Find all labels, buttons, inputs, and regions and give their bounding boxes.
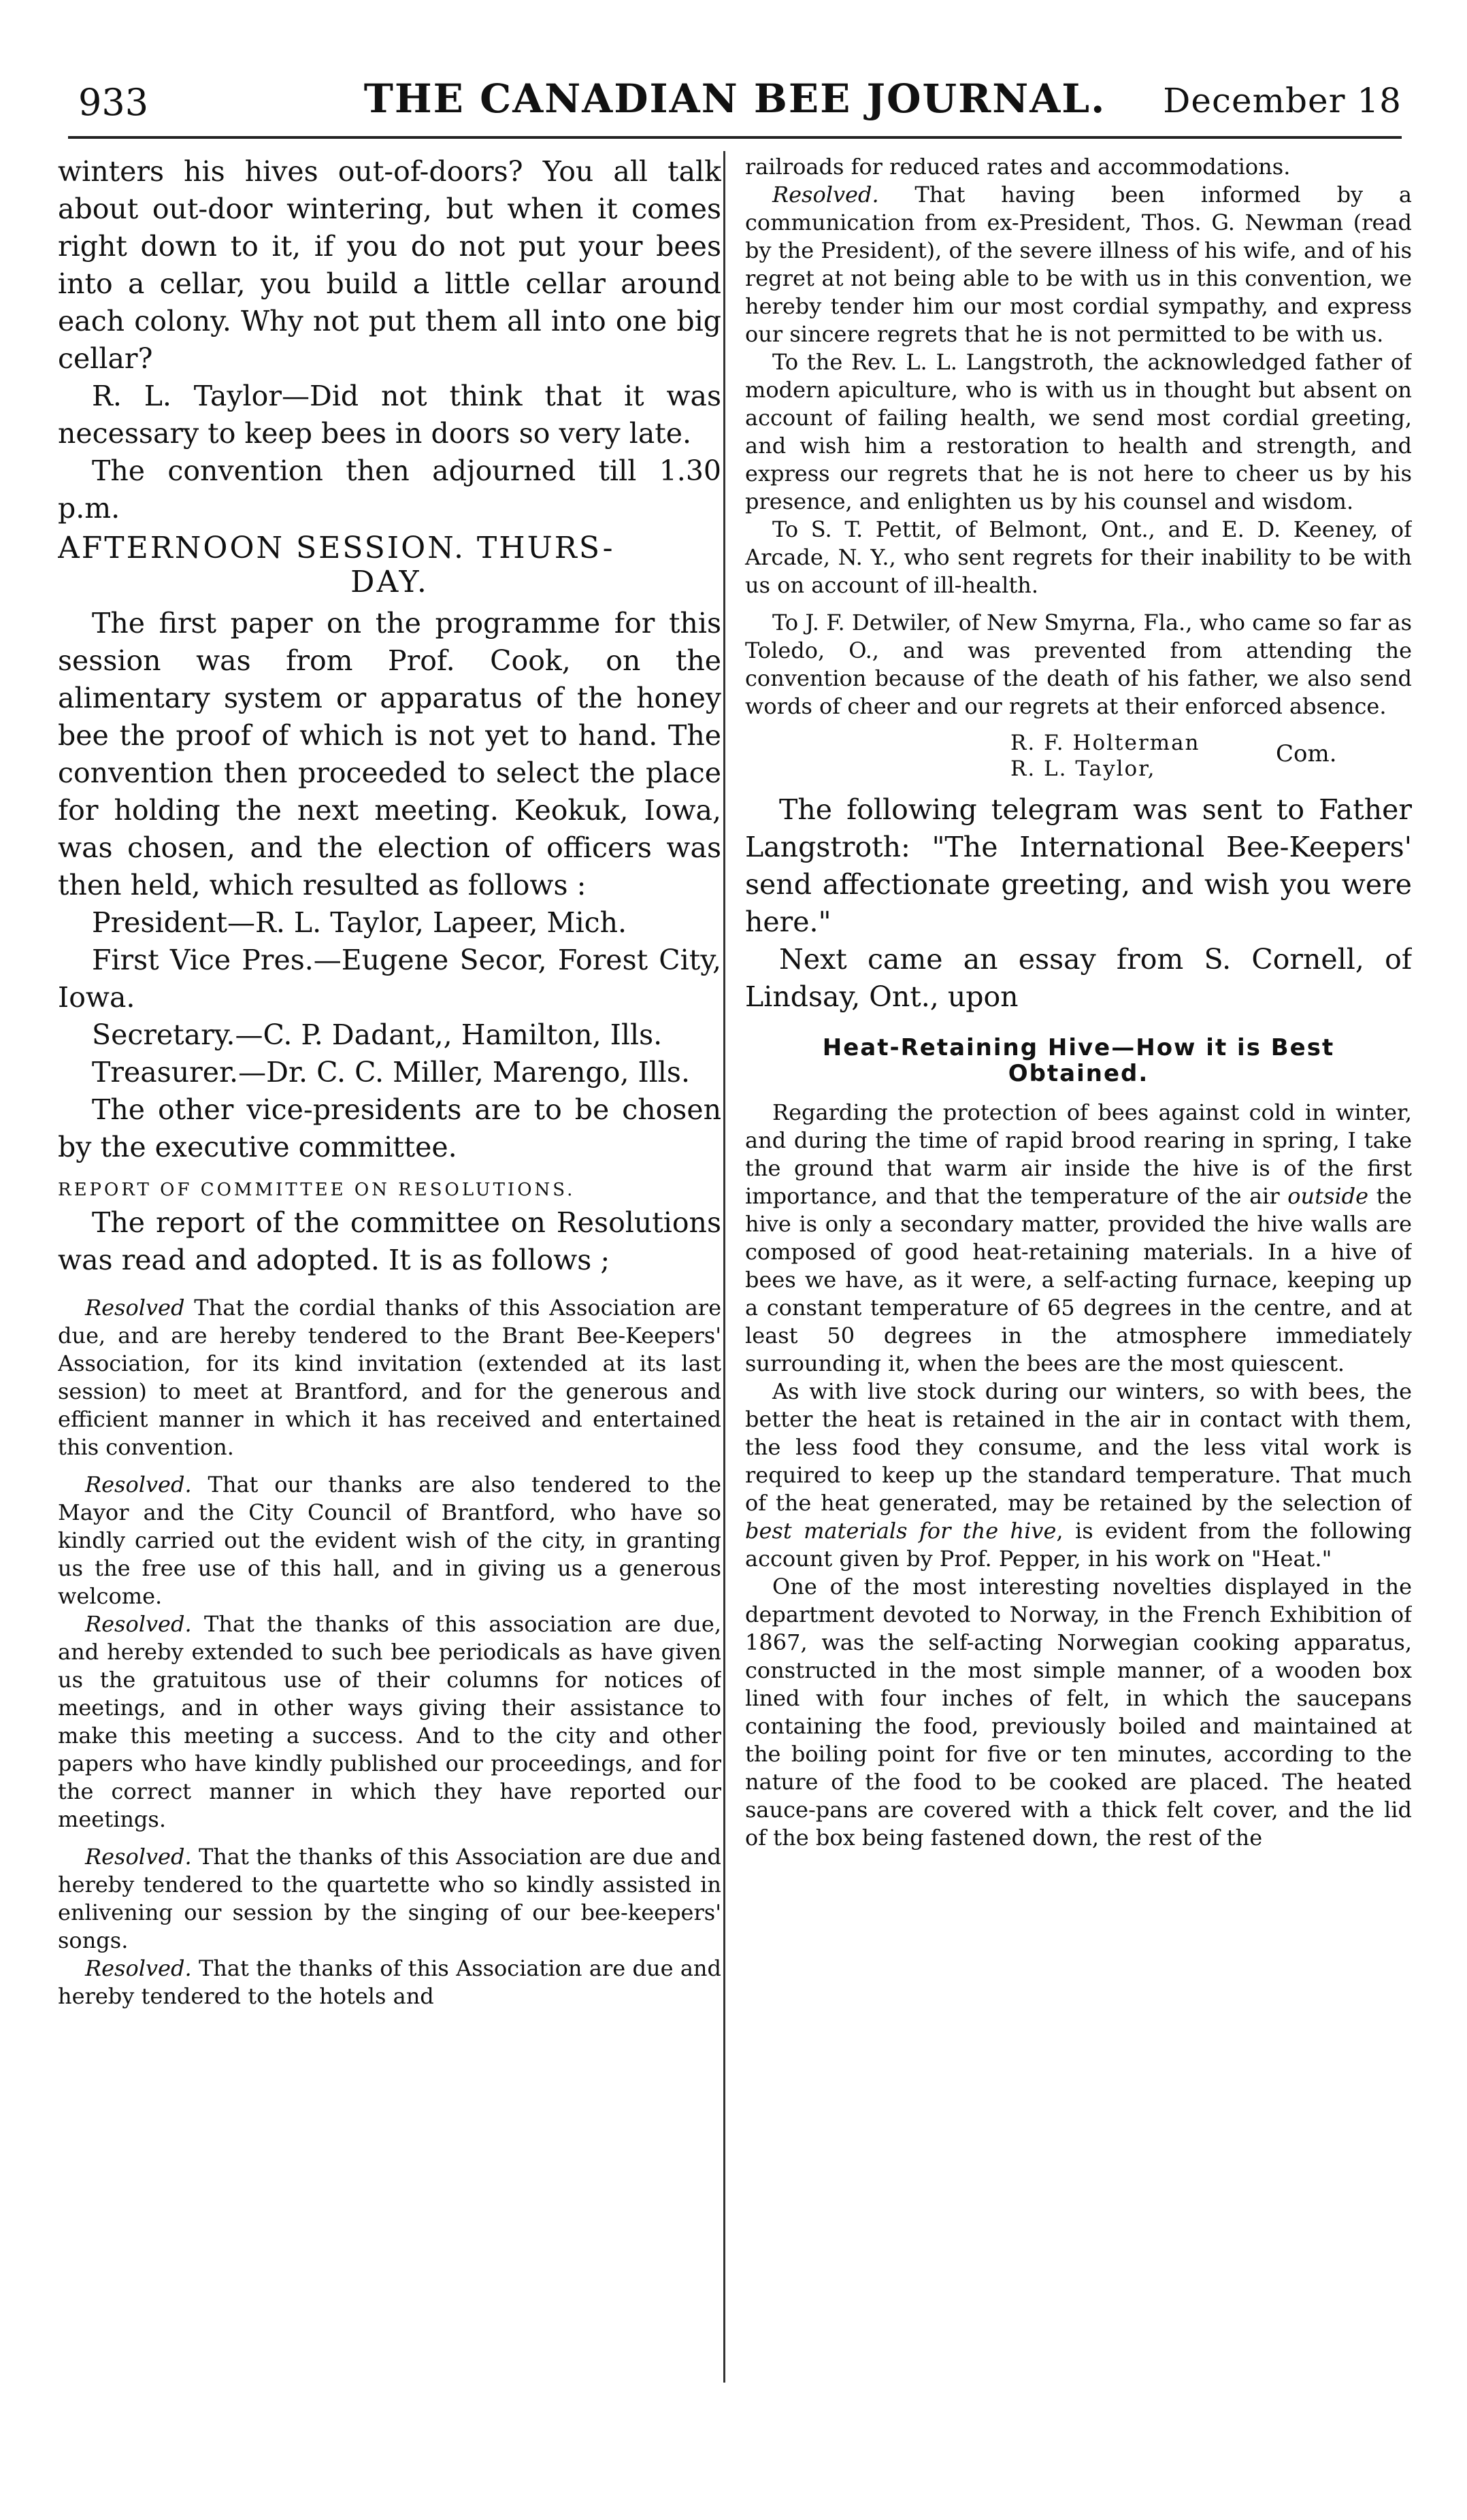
resolution-text: That the thanks of this association are due, and hereby extended to such bee periodicals as have given us the gratuitous use of their columns for notices of meetings, and in other ways giving their assistance to make this meeting a success. And to the city and other papers who have kindly published our proceedings, and for the correct manner in which they have reported our meetings.	[58, 1611, 721, 1832]
resolution	[58, 1843, 721, 1955]
paragraph: One of the most interesting novelties displayed in the department devoted to Norway, in the French Exhibition of 1867, was the self-acting Norwegian cooking apparatus, constructed in the most simple manner, of a wooden box lined with four inches of felt, in which the saucepans containing the food, previously boiled and maintained at the boiling point for five or ten minutes, according to the nature of the food to be cooked are placed. The heated sauce-pans are covered with a thick felt cover, and the lid of the box being fastened down, the rest of the	[745, 1574, 1412, 1851]
paragraph: The other vice-presidents are to be chosen by the executive committee.	[58, 1093, 721, 1163]
paragraph: Next came an essay from S. Cornell, of Lindsay, Ont., upon	[745, 943, 1412, 1013]
essay-title	[745, 1035, 1412, 1087]
paragraph: The first paper on the programme for this session was from Prof. Cook, on the alimentary system or apparatus of the honey bee the proof of which is not yet to hand. The convention then proceeded to select the place for holding the next meeting. Keokuk, Iowa, was chosen, and the election of officers was then held, which resulted as follows :	[58, 607, 721, 901]
resolved-label: Resolved.	[85, 1844, 192, 1870]
paragraph-text: , is evident from the following account given by Prof. Pepper, in his work on "Heat."	[745, 1518, 1412, 1572]
resolution	[58, 1471, 721, 1610]
resolution	[58, 1955, 721, 2010]
resolved-label: Resolved.	[85, 1955, 192, 1981]
resolution	[58, 1610, 721, 1834]
resolved-label: Resolved	[85, 1295, 185, 1321]
paragraph: To J. F. Detwiler, of New Smyrna, Fla., who came so far as Toledo, O., and was prevented from attending the convention because of the death of his father, we also send words of cheer and our regrets at their enforced absence.	[745, 610, 1412, 719]
left-column	[58, 153, 721, 2412]
report-heading: REPORT OF COMMITTEE ON RESOLUTIONS.	[58, 1180, 576, 1200]
section-heading-line: DAY.	[350, 565, 429, 599]
officer-entry: Secretary.—C. P. Dadant,, Hamilton, Ills.	[92, 1018, 663, 1051]
paragraph: winters his hives out-of-doors? You all talk about out-door wintering, but when it comes right down to it, if you do not put your bees into a cellar, you build a little cellar around each colony. Why not put them all into one big cellar?	[58, 155, 721, 375]
emphasis: outside	[1287, 1183, 1369, 1209]
committee-signatures	[745, 730, 1412, 784]
resolved-label: Resolved.	[772, 182, 879, 208]
paragraph: R. L. Taylor—Did not think that it was necessary to keep bees in doors so very late.	[58, 380, 721, 450]
essay-title-line: Heat-Retaining Hive—How it is Best	[822, 1034, 1335, 1061]
committee-label: Com.	[1276, 740, 1337, 767]
resolution-text: That having been informed by a communication from ex-President, Thos. G. Newman (read by the President), of the severe illness of his wife, and of his regret at not being able to be with us in this convention, we hereby tender him our most cordial sympathy, and express our sincere regrets that he is not permitted to be with us.	[745, 182, 1412, 347]
paragraph: The convention then adjourned till 1.30 p.m.	[58, 454, 721, 525]
officer-entry: First Vice Pres.—Eugene Secor, Forest City, Iowa.	[58, 944, 721, 1014]
resolution-text: That the thanks of this Association are due and hereby tendered to the quartette who so kindly assisted in enlivening our session by the singing of our bee-keepers' songs.	[58, 1844, 721, 1953]
officer-entry: Treasurer.—Dr. C. C. Miller, Marengo, Ills.	[92, 1056, 690, 1089]
paragraph	[745, 1378, 1412, 1573]
signature-name: R. F. Holterman	[1010, 731, 1200, 755]
right-column	[725, 153, 1412, 2412]
page-number: 933	[78, 81, 149, 124]
paragraph-text: As with live stock during our winters, so with bees, the better the heat is retained in the air in contact with them, the less food they consume, and the less vital work is required to keep up the standard temperature. That much of the heat generated, may be retained by the selection of	[745, 1378, 1412, 1516]
section-heading	[58, 531, 721, 599]
paragraph-text: Regarding the protection of bees against cold in winter, and during the time of rapid brood rearing in spring, I take the ground that warm air inside the hive is of the first importance, and that the temperature of the air	[745, 1099, 1412, 1209]
resolution	[58, 1294, 721, 1461]
paragraph-text: the hive is only a secondary matter, provided the hive walls are composed of good heat-retaining materials. In a hive of bees we have, as it were, a self-acting furnace, keeping up a constant temperature of 65 degrees in the centre, and at least 50 degrees in the atmosphere immediately surrounding it, when the bees are the most quiescent.	[745, 1183, 1412, 1376]
section-heading-line: AFTERNOON SESSION. THURS-	[58, 531, 615, 565]
signature-name: R. L. Taylor,	[1010, 757, 1156, 781]
paragraph: To the Rev. L. L. Langstroth, the acknowledged father of modern apiculture, who is with us in thought but absent on account of failing health, we send most cordial greeting, and wish him a restoration to health and strength, and express our regrets that he is not here to cheer us by his presence, and enlighten us by his counsel and wisdom.	[745, 349, 1412, 514]
paragraph: The report of the committee on Resolutions was read and adopted. It is as follows ;	[58, 1206, 721, 1276]
essay-title-line: Obtained.	[1008, 1060, 1149, 1087]
paragraph: railroads for reduced rates and accommodations.	[745, 154, 1291, 180]
resolution-text: That the thanks of this Association are due and hereby tendered to the hotels and	[58, 1955, 721, 2009]
journal-title: THE CANADIAN BEE JOURNAL.	[363, 76, 1106, 122]
resolution-text: That our thanks are also tendered to the Mayor and the City Council of Brantford, who have so kindly carried out the evident wish of the city, in granting us the free use of this hall, and in giving us a generous welcome.	[58, 1472, 721, 1609]
page-header	[68, 71, 1402, 139]
issue-date: December 18	[1163, 81, 1402, 120]
resolved-label: Resolved.	[85, 1611, 192, 1637]
resolved-label: Resolved.	[85, 1472, 192, 1497]
emphasis: best materials for the hive	[745, 1518, 1057, 1544]
officer-entry: President—R. L. Taylor, Lapeer, Mich.	[92, 906, 627, 939]
resolution	[745, 181, 1412, 348]
paragraph: To S. T. Pettit, of Belmont, Ont., and E. D. Keeney, of Arcade, N. Y., who sent regrets for their inability to be with us on account of ill-health.	[745, 516, 1412, 598]
resolution-text: That the cordial thanks of this Association are due, and are hereby tendered to the Brant Bee-Keepers' Association, for its kind invitation (extended at its last session) to meet at Brantford, and for the generous and efficient manner in which it has received and entertained this convention.	[58, 1295, 721, 1460]
paragraph: The following telegram was sent to Father Langstroth: "The International Bee-Keepers' send affectionate greeting, and wish you were here."	[745, 793, 1412, 938]
paragraph	[745, 1099, 1412, 1378]
